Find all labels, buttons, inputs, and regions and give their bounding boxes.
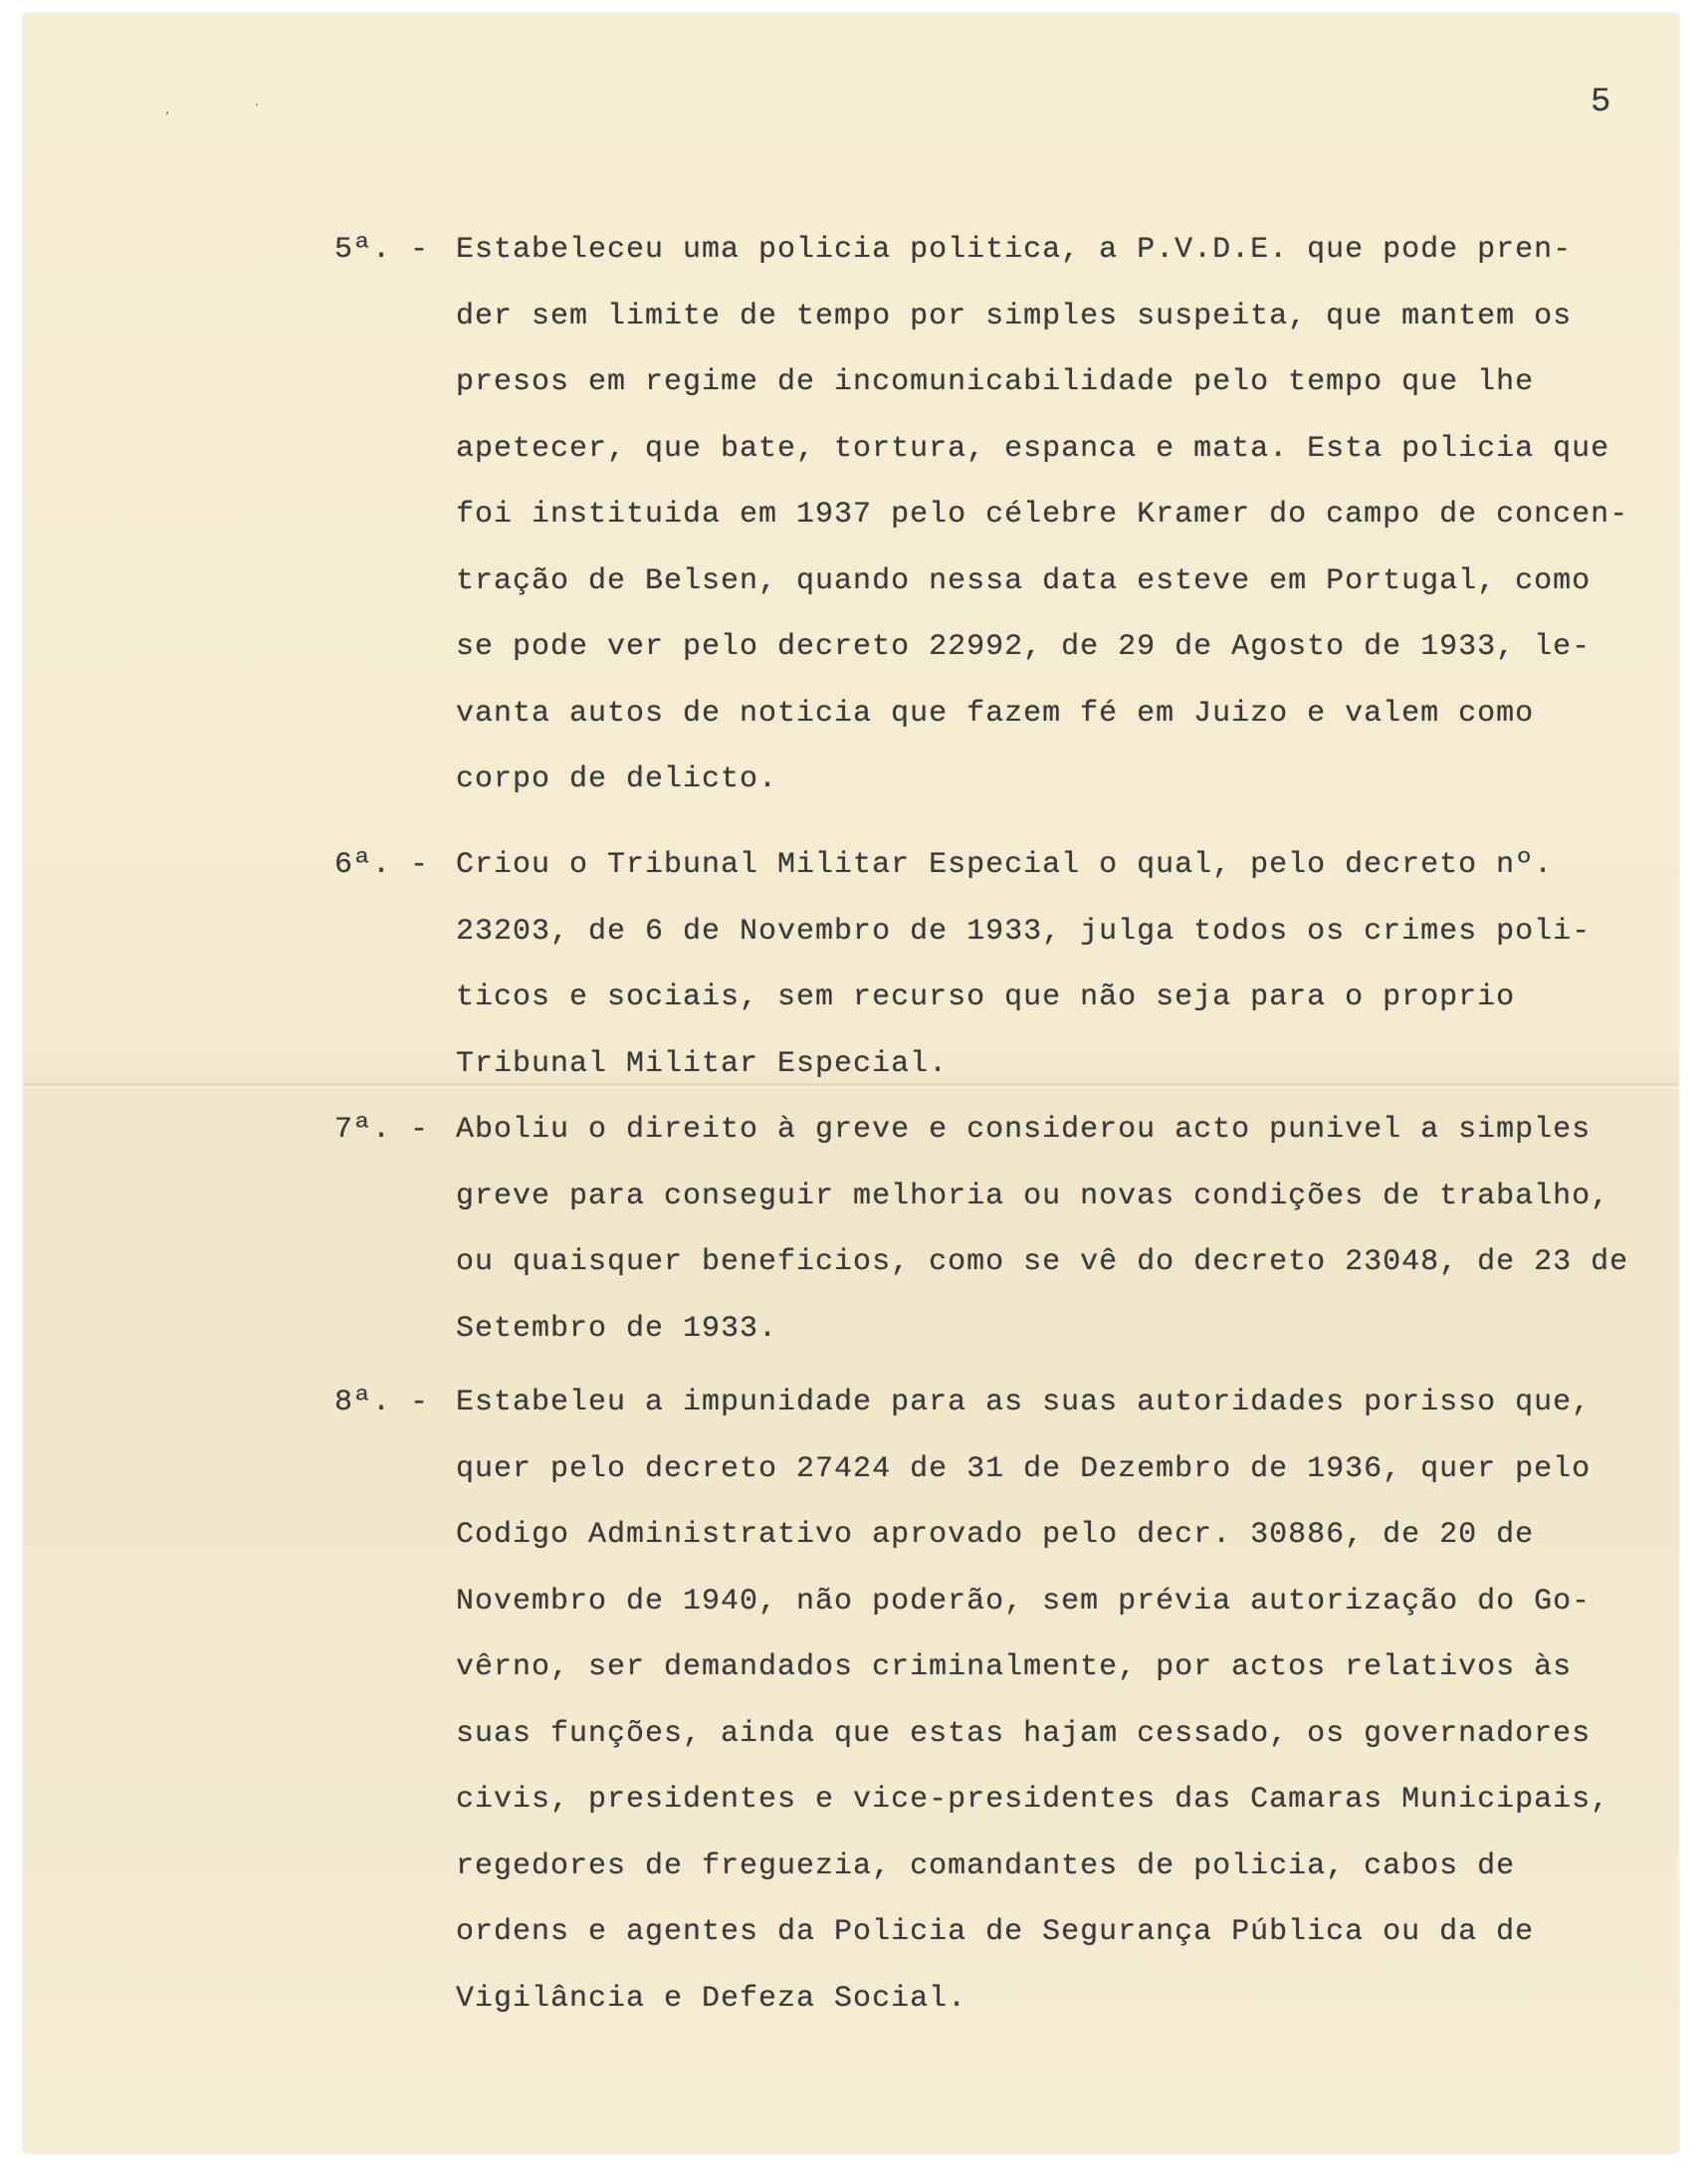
text-line: 23203, de 6 de Novembro de 1933, julga todos os crimes poli- <box>456 914 1592 949</box>
text-line: quer pelo decreto 27424 de 31 de Dezembro de 1936, quer pelo <box>456 1451 1592 1486</box>
stray-mark: , <box>165 102 170 117</box>
text-line: Estabeleu a impunidade para as suas autoridades porisso que, <box>456 1386 1592 1419</box>
text-line: tração de Belsen, quando nessa data esteve em Portugal, como <box>456 563 1592 598</box>
page-number: 5 <box>1591 84 1612 121</box>
text-line: Estabeleceu uma policia politica, a P.V.D.E. que pode pren- <box>456 233 1573 267</box>
text-line: apetecer, que bate, tortura, espanca e mata. Esta policia que <box>456 431 1610 466</box>
item-text <box>456 1386 1680 2048</box>
text-line: se pode ver pelo decreto 22992, de 29 de Agosto de 1933, le- <box>456 630 1592 664</box>
text-line: Codigo Administrativo aprovado pelo decr. 30886, de 20 de <box>456 1518 1535 1552</box>
item-number: 5ª. - <box>334 233 430 267</box>
text-line: vanta autos de noticia que fazem fé em Juizo e valem como <box>456 696 1535 731</box>
text-line: civis, presidentes e vice-presidentes das Camaras Municipais, <box>456 1783 1610 1817</box>
item-number: 6ª. - <box>334 848 430 882</box>
text-line: der sem limite de tempo por simples suspeita, que mantem os <box>456 299 1573 333</box>
text-line: Tribunal Militar Especial. <box>456 1046 949 1081</box>
item-text <box>456 848 1680 1113</box>
text-line: Setembro de 1933. <box>456 1311 778 1346</box>
text-line: vêrno, ser demandados criminalmente, por actos relativos às <box>456 1650 1573 1684</box>
typewritten-page <box>24 14 1678 2152</box>
text-line: Novembro de 1940, não poderão, sem prévia autorização do Go- <box>456 1584 1592 1619</box>
text-line: corpo de delicto. <box>456 762 778 796</box>
text-line: ordens e agentes da Policia de Segurança Pública ou da de <box>456 1915 1535 1949</box>
text-line: ticos e sociais, sem recurso que não seja para o proprio <box>456 980 1516 1014</box>
text-line: suas funções, ainda que estas hajam cessado, os governadores <box>456 1716 1592 1751</box>
text-line: Aboliu o direito à greve e considerou acto punivel a simples <box>456 1113 1592 1147</box>
text-line: greve para conseguir melhoria ou novas condições de trabalho, <box>456 1179 1610 1213</box>
text-line: presos em regime de incomunicabilidade pelo tempo que lhe <box>456 365 1535 399</box>
item-number: 8ª. - <box>334 1386 430 1419</box>
stray-mark: . <box>255 94 260 109</box>
text-line: ou quaisquer beneficios, como se vê do decreto 23048, de 23 de <box>456 1245 1629 1279</box>
text-line: foi instituida em 1937 pelo célebre Kramer do campo de concen- <box>456 498 1629 532</box>
item-text <box>456 233 1680 829</box>
text-line: Vigilância e Defeza Social. <box>456 1981 967 2016</box>
item-number: 7ª. - <box>334 1113 430 1147</box>
item-text <box>456 1113 1680 1378</box>
text-line: regedores de freguezia, comandantes de policia, cabos de <box>456 1848 1516 1883</box>
text-line: Criou o Tribunal Militar Especial o qual, pelo decreto nº. <box>456 848 1554 882</box>
